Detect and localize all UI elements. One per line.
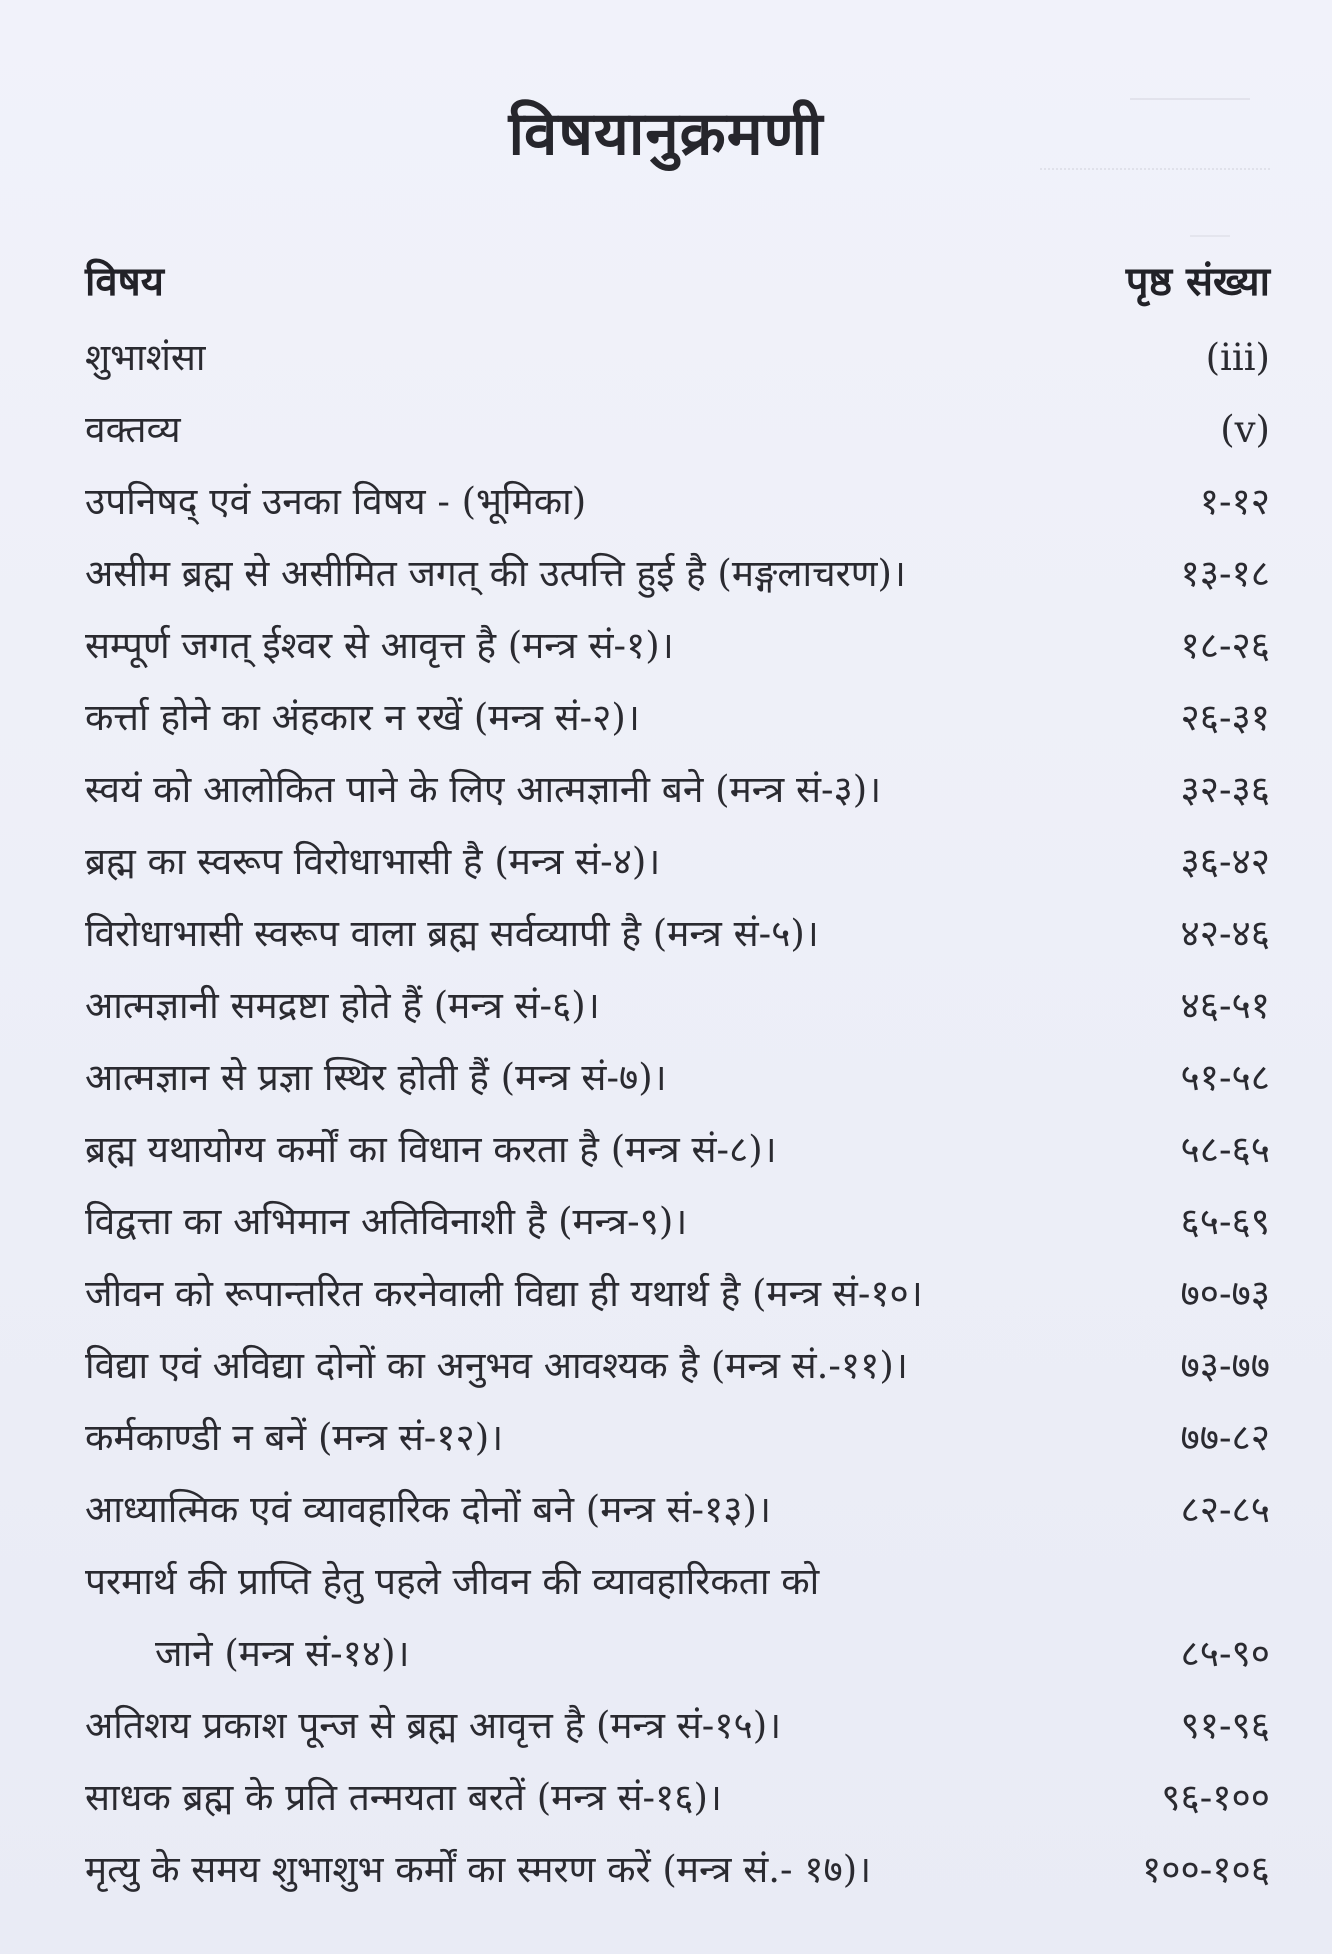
toc-entry bbox=[85, 610, 1270, 682]
toc-entry bbox=[85, 1330, 1270, 1402]
toc-entry-topic-text: विरोधाभासी स्वरूप वाला ब्रह्म सर्वव्यापी है (मन्त्र सं-५)। bbox=[85, 912, 819, 955]
toc-entry-page-range: १३-१८ bbox=[1180, 552, 1270, 595]
bleed-mark bbox=[1190, 225, 1230, 237]
toc-entry-page-range: ६५-६९ bbox=[1180, 1200, 1270, 1243]
toc-entry-topic-text: अतिशय प्रकाश पून्ज से ब्रह्म आवृत्त है (मन्त्र सं-१५)। bbox=[85, 1704, 782, 1747]
toc-entry-topic-text: कर्त्ता होने का अंहकार न रखें (मन्त्र सं-२)। bbox=[85, 696, 640, 739]
toc-entry-topic bbox=[85, 538, 906, 610]
toc-entry-topic-text: साधक ब्रह्म के प्रति तन्मयता बरतें (मन्त्र सं-१६)। bbox=[85, 1776, 722, 1819]
page-number-column-header: पृष्ठ संख्या bbox=[1125, 258, 1270, 305]
toc-entry bbox=[85, 1474, 1270, 1546]
toc-entry-page-range: ८२-८५ bbox=[1180, 1488, 1270, 1531]
toc-entry bbox=[85, 466, 1270, 538]
toc-entry-page-range: ४२-४६ bbox=[1180, 912, 1270, 955]
toc-entry-topic-text: आत्मज्ञानी समद्रष्टा होते हैं (मन्त्र सं-६)। bbox=[85, 984, 600, 1027]
toc-entry-topic bbox=[85, 1762, 722, 1834]
toc-entry-topic-text: आत्मज्ञान से प्रज्ञा स्थिर होती हैं (मन्त्र सं-७)। bbox=[85, 1056, 667, 1099]
toc-entry-topic-continuation: जाने (मन्त्र सं-१४)। bbox=[155, 1632, 410, 1675]
toc-entry bbox=[85, 322, 1270, 394]
toc-entry-topic-text: ब्रह्म यथायोग्य कर्मों का विधान करता है (मन्त्र सं-८)। bbox=[85, 1128, 777, 1171]
toc-entry-page-range: १-१२ bbox=[1199, 480, 1270, 523]
toc-entry-topic-text: मृत्यु के समय शुभाशुभ कर्मों का स्मरण करें (मन्त्र सं.- १७)। bbox=[85, 1848, 872, 1891]
toc-entry-topic bbox=[85, 1834, 871, 1906]
toc-entry-page-range: ७०-७३ bbox=[1180, 1272, 1270, 1315]
toc-entry-topic-text: असीम ब्रह्म से असीमित जगत् की उत्पत्ति हुई है (मङ्गलाचरण)। bbox=[85, 552, 906, 595]
toc-entry-topic bbox=[85, 1114, 777, 1186]
toc-entry bbox=[85, 1402, 1270, 1474]
toc-entry-topic bbox=[85, 322, 206, 394]
toc-entry bbox=[85, 1114, 1270, 1186]
toc-entry-topic-text: वक्तव्य bbox=[85, 408, 181, 451]
toc-entry-topic bbox=[85, 1186, 687, 1258]
toc-entry-page-range: १००-१०६ bbox=[1142, 1848, 1270, 1891]
toc-entry-topic bbox=[85, 1474, 771, 1546]
toc-header bbox=[85, 252, 1270, 312]
toc-entry-topic bbox=[85, 610, 674, 682]
toc-entry bbox=[85, 1258, 1270, 1330]
toc-entry-topic bbox=[85, 466, 586, 538]
toc-entry-topic-text: कर्मकाण्डी न बनें (मन्त्र सं-१२)। bbox=[85, 1416, 504, 1459]
toc-entry-page-range: ३६-४२ bbox=[1180, 840, 1270, 883]
toc-entry-page-range: (v) bbox=[1220, 408, 1270, 451]
toc-entry-page-range: २६-३१ bbox=[1180, 696, 1270, 739]
toc-entry-topic-text: ब्रह्म का स्वरूप विरोधाभासी है (मन्त्र सं-४)। bbox=[85, 840, 661, 883]
table-of-contents bbox=[85, 322, 1270, 1906]
page-title: विषयानुक्रमणी bbox=[508, 99, 824, 169]
toc-entry-topic-text: सम्पूर्ण जगत् ईश्वर से आवृत्त है (मन्त्र सं-१)। bbox=[85, 624, 674, 667]
toc-entry bbox=[85, 970, 1270, 1042]
toc-entry-topic bbox=[85, 754, 881, 826]
toc-entry-topic bbox=[85, 826, 660, 898]
toc-entry-topic-text: स्वयं को आलोकित पाने के लिए आत्मज्ञानी बने (मन्त्र सं-३)। bbox=[85, 768, 882, 811]
toc-entry-page-range: ५८-६५ bbox=[1180, 1128, 1270, 1171]
toc-entry bbox=[85, 682, 1270, 754]
toc-entry-topic bbox=[85, 970, 600, 1042]
toc-entry bbox=[85, 538, 1270, 610]
toc-entry-page-range: ७७-८२ bbox=[1180, 1416, 1270, 1459]
toc-entry bbox=[85, 1186, 1270, 1258]
toc-entry-page-range: ९१-९६ bbox=[1180, 1704, 1270, 1747]
toc-entry-topic-text: शुभाशंसा bbox=[85, 336, 206, 379]
toc-entry-topic bbox=[85, 1258, 923, 1330]
toc-entry-page-range: १८-२६ bbox=[1180, 624, 1270, 667]
toc-entry-topic-text: परमार्थ की प्राप्ति हेतु पहले जीवन की व्यावहारिकता को bbox=[85, 1560, 820, 1603]
toc-entry-page-range: (iii) bbox=[1205, 336, 1270, 379]
toc-entry-topic-text: आध्यात्मिक एवं व्यावहारिक दोनों बने (मन्त्र सं-१३)। bbox=[85, 1488, 771, 1531]
toc-entry bbox=[85, 1546, 1270, 1690]
toc-entry bbox=[85, 754, 1270, 826]
toc-entry-topic-text: उपनिषद् एवं उनका विषय - (भूमिका) bbox=[85, 480, 587, 523]
toc-entry-topic bbox=[85, 394, 181, 466]
toc-entry bbox=[85, 1042, 1270, 1114]
toc-entry-topic bbox=[85, 1330, 908, 1402]
toc-entry-page-range: ४६-५१ bbox=[1180, 984, 1270, 1027]
toc-entry-topic bbox=[85, 898, 819, 970]
topic-column-header: विषय bbox=[85, 258, 164, 305]
toc-entry bbox=[85, 1690, 1270, 1762]
toc-entry-page-range: ९६-१०० bbox=[1161, 1776, 1270, 1819]
toc-entry bbox=[85, 394, 1270, 466]
toc-entry bbox=[85, 898, 1270, 970]
toc-entry-page-range: ३२-३६ bbox=[1180, 768, 1270, 811]
toc-entry-topic bbox=[85, 1402, 503, 1474]
toc-entry-topic bbox=[85, 1690, 781, 1762]
toc-entry-topic-text: विद्या एवं अविद्या दोनों का अनुभव आवश्यक है (मन्त्र सं.-११)। bbox=[85, 1344, 908, 1387]
toc-entry-page-range: ७३-७७ bbox=[1180, 1344, 1270, 1387]
toc-entry bbox=[85, 826, 1270, 898]
toc-entry-page-range: ८५-९० bbox=[1180, 1632, 1270, 1675]
toc-entry bbox=[85, 1762, 1270, 1834]
toc-entry-topic bbox=[85, 1042, 667, 1114]
toc-entry-topic-text: विद्वत्ता का अभिमान अतिविनाशी है (मन्त्र-९)। bbox=[85, 1200, 688, 1243]
toc-entry-topic bbox=[85, 682, 640, 754]
toc-entry-topic bbox=[85, 1546, 819, 1690]
toc-entry-page-range: ५१-५८ bbox=[1180, 1056, 1270, 1099]
toc-entry-topic-text: जीवन को रूपान्तरित करनेवाली विद्या ही यथार्थ है (मन्त्र सं-१०। bbox=[85, 1272, 923, 1315]
toc-entry bbox=[85, 1834, 1270, 1906]
